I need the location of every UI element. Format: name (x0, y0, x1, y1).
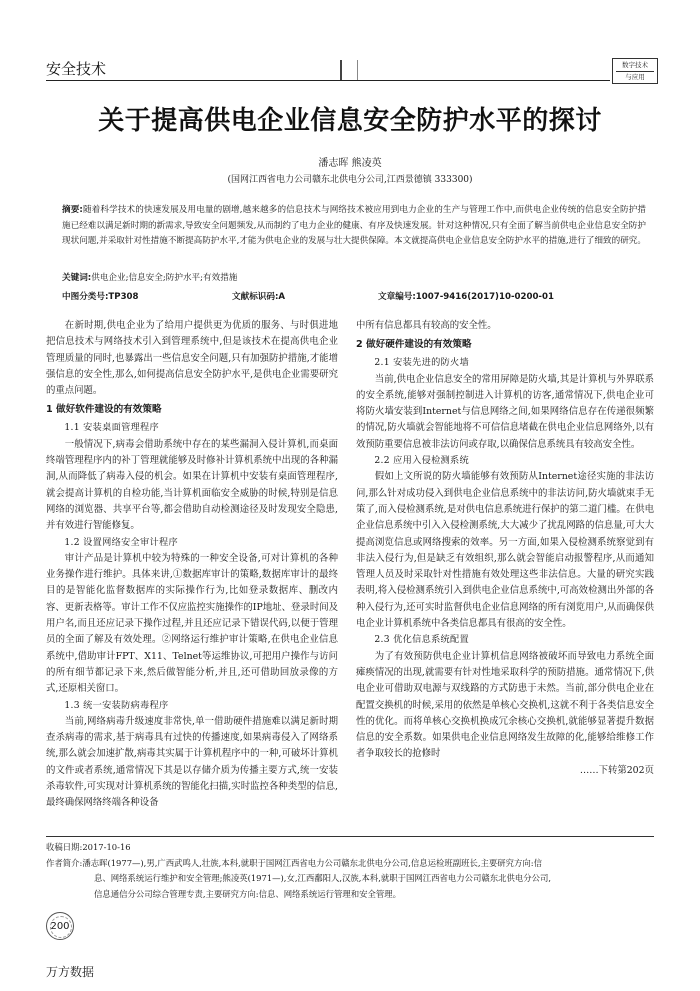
body-left-column (46, 318, 338, 812)
article-authors: 潘志晖 熊凌英 (318, 158, 382, 169)
subsection-heading-2-3: 2.3 优化信息系统配置 (374, 634, 470, 646)
received-date: 收稿日期:2017-10-16 (46, 842, 131, 852)
subsection-heading-2-2: 2.2 应用入侵检测系统 (374, 455, 470, 467)
abstract-label: 摘要: (62, 205, 83, 215)
journal-logo-bottom: 与应用 (625, 73, 645, 81)
clc-number: 中图分类号:TP308 (62, 292, 139, 302)
keywords (62, 271, 646, 286)
author-affiliation: (国网江西省电力公司赣东北供电分公司,江西景德镇 333300) (227, 175, 473, 185)
paragraph-1-1: 一般情况下,病毒会借助系统中存在的某些漏洞入侵计算机,而桌面终端管理程序内的补丁管理就能够及时修补计算机系统中出现的各种漏洞,从而降低了病毒入侵的机会。如果在计算机中安装有桌面管理程序,就会提高计算机的自检功能,当计算机面临安全威胁的时候,特别是信息网络的浏览器、共享平台等,都会借助自动检测途径及时发现安全隐患,并有效进行智能修复。 (46, 438, 338, 532)
journal-logo-divider (616, 71, 654, 72)
section-heading-2: 2 做好硬件建设的有效策略 (356, 339, 472, 351)
section-heading-1: 1 做好软件建设的有效策略 (46, 404, 162, 416)
author-bio-line-2: 息、网络系统运行维护和安全管理;熊凌英(1971—),女,江西鄱阳人,汉族,本科,就职于国网江西省电力公司赣东北供电分公司, (94, 873, 552, 883)
subsection-heading-1-3: 1.3 统一安装防病毒程序 (64, 699, 169, 711)
subsection-heading-2-1: 2.1 安装先进的防火墙 (374, 357, 470, 369)
author-bio-line-3: 信息通信分公司综合管理专责,主要研究方向:信息、网络系统运行管理和安全管理。 (94, 888, 401, 899)
article-number: 文章编号:1007-9416(2017)10-0200-01 (378, 292, 554, 302)
paragraph-2-2: 假如上文所说的防火墙能够有效预防从Internet途径实施的非法访问,那么针对成功侵入到供电企业信息系统中的非法访问,防火墙就束手无策了,而入侵检测系统,是对供电信息系统进行保护的第二道门槛。在供电企业信息系统中引入入侵检测系统,大大减少了扰乱网路的信息量,可大大提高浏览信息或网络搜索的效率。另一方面,如果入侵检测系统察觉到有非法入侵行为,但是缺乏有效组织,那么就会智能启动报警程序,从而通知管理人员及时采取针对性措施有效处理这些非法信息。大量的研究实践表明,将入侵检测系统引入到供电企业信息系统中,可高效检测出外部的各种入侵行为,还可实时监督供电企业信息网络的所有浏览用户,从而确保供电企业计算机系统中各类信息都具有很高的安全性。 (356, 471, 654, 630)
header-divider-bars (340, 60, 358, 80)
article-title: 关于提高供电企业信息安全防护水平的探讨 (98, 106, 602, 136)
journal-logo (612, 58, 658, 84)
abstract (62, 203, 646, 250)
author-bio-line-1: 作者简介:潘志晖(1977—),男,广西武鸣人,壮族,本科,就职于国网江西省电力公司赣东北供电分公司,信息运检班副班长,主要研究方向:信 (46, 857, 542, 868)
subsection-heading-1-1: 1.1 安装桌面管理程序 (64, 422, 160, 434)
abstract-text: 随着科学技术的快速发展及用电量的剧增,越来越多的信息技术与网络技术被应用到电力企业的生产与管理工作中,而供电企业传统的信息安全防护措施已经难以满足新时期的新需求,导致安全问题频发,从而制约了电力企业的健康、有序及快速发展。针对这种情况,只有全面了解当前供电企业信息安全防护现状问题,并采取针对性措施不断提高防护水平,才能为供电企业的发展与壮大提供保障。本文就提高供电企业信息安全防护水平的措施,进行了细致的研究。 (62, 205, 646, 246)
footnote-rule (46, 836, 654, 837)
page-number: 200 (50, 921, 70, 932)
paragraph-continuation: 中所有信息都具有较高的安全性。 (356, 320, 497, 331)
keywords-label: 关键词: (62, 273, 92, 283)
footnote (46, 840, 654, 902)
journal-logo-top: 数字技术 (622, 61, 648, 69)
watermark-brand: 万方数据 (46, 965, 95, 979)
header-rule (46, 80, 610, 81)
document-code: 文献标识码:A (232, 292, 286, 302)
paragraph-2-1: 当前,供电企业信息安全的常用屏障是防火墙,其是计算机与外界联系的安全系统,能够对强制控制进入计算机的访客,通常情况下,供电企业可将防火墙安装到Internet与信息网络之间,如果网络信息存在传递很频繁的情况,防火墙就会智能地将不可信信息堵截在供电企业信息网络外,以有效预防重要信息被非法访问或存取,以确保信息系统具有较高安全性。 (356, 373, 654, 450)
paragraph-2-3: 为了有效预防供电企业计算机信息网络被破坏而导致电力系统全面瘫痪情况的出现,就需要有针对性地采取科学的预防措施。通常情况下,供电企业可借助双电源与双线路的方式防患于未然。当前,部分供电企业在配置交换机的时候,采用的依然是单核心交换机,这就不利于各类信息安全性的优化。而将单核心交换机换成冗余核心交换机,就能够显著提升数据信息的安全系数。如果供电企业信息网络发生故障的化,能够给维修工作者争取较长的抢修时 (356, 650, 654, 760)
intro-paragraph: 在新时期,供电企业为了给用户提供更为优质的服务、与时俱进地把信息技术与网络技术引入到管理系统中,但是该技术在提高供电企业管理质量的同时,也暴露出一些信息安全问题,只有加强防护措施,才能增强信息的安全性,那么,如何提高信息安全防护水平,是供电企业需要研究的重点问题。 (46, 320, 338, 397)
paragraph-1-2: 审计产品是计算机中较为特殊的一种安全设备,可对计算机的各种业务操作进行维护。具体来讲,①数据库审计的策略,数据库审计的最终目的是智能化监督数据库的实际操作行为,比如登录数据库、删改内容、更新表格等。审计工作不仅应监控实施操作的IP地址、登录时间及用户名,而且还应记录下操作过程,并且还应记录下错误代码,以便于管理员的全面了解及有效处理。②网络运行维护审计策略,在供电企业信息系统中,借助审计FPT、X11、Telnet等运维协议,可把用户操作与访问的所有细节都记录下来,然后做智能分析,并且,还可借助回放录像的方式,还原相关窗口。 (46, 552, 338, 695)
paragraph-1-3: 当前,网络病毒升级速度非常快,单一借助硬件措施难以满足新时期查杀病毒的需求,基于病毒具有过快的传播速度,如果病毒侵入了网络系统,那么就会加速扩散,病毒其实属于计算机程序中的一种,可破坏计算机的文件或者系统,通常情况下其是以存储介质为传播主要方式,统一安装杀毒软件,可实现对计算机系统的智能化扫描,实时监控各种类型的信息,最终确保网络终端各种设备 (46, 715, 338, 809)
keywords-text: 供电企业;信息安全;防护水平;有效措施 (91, 273, 238, 283)
subsection-heading-1-2: 1.2 设置网络安全审计程序 (64, 536, 178, 548)
continued-on-page: ……下转第202页 (579, 764, 654, 776)
page-number-badge (46, 912, 74, 940)
section-label: 安全技术 (46, 60, 107, 78)
body-right-column (356, 318, 654, 779)
